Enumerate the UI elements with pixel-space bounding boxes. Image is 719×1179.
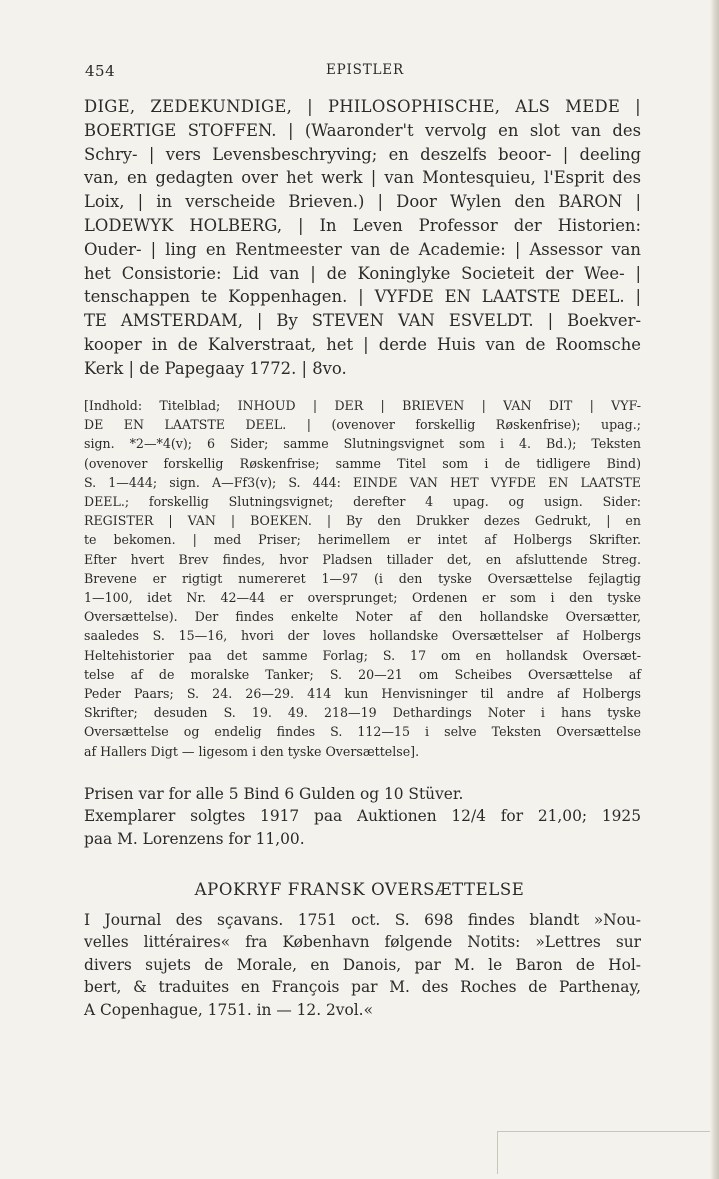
apokryf-line: bert, & traduites en François par M. des Roches de Parthenay, [84, 978, 641, 997]
entry-line: het Consistorie: Lid van | de Koninglyke Societeit der Wee- | [84, 263, 641, 283]
entry-line: tenschappen te Koppenhagen. | VYFDE EN LAATSTE DEEL. | [84, 287, 641, 307]
note-line: sign. *2—*4(v); 6 Sider; samme Slutningsvignet som i 4. Bd.); Teksten [84, 436, 641, 452]
apokryf-line: velles littéraires« fra København følgende Notits: »Lettres sur [84, 933, 641, 952]
scan-corner-mark [497, 1131, 710, 1174]
page-header [0, 62, 719, 82]
price-line: Exemplarer solgtes 1917 paa Auktionen 12/4 for 21,00; 1925 [84, 807, 641, 826]
entry-line: Schry- | vers Levensbeschryving; en deszelfs beoor- | deeling [84, 144, 641, 164]
apokryf-line: I Journal des sçavans. 1751 oct. S. 698 findes blandt »Nou- [84, 911, 641, 929]
apokryf-line: divers sujets de Morale, en Danois, par M. le Baron de Hol- [84, 955, 641, 974]
bibliographic-entry [84, 95, 641, 381]
apokryf-line: A Copenhague, 1751. in — 12. 2vol.« [84, 1000, 373, 1019]
note-line: te bekomen. | med Priser; herimellem er intet af Holbergs Skrifter. [84, 532, 641, 548]
note-line: Brevene er rigtigt numereret 1—97 (i den tyske Oversættelse fejlagtig [84, 570, 641, 586]
apokryf-paragraph [84, 909, 641, 1021]
note-line: Peder Paars; S. 24. 26—29. 414 kun Henvisninger til andre af Holbergs [84, 686, 641, 702]
note-line: DE EN LAATSTE DEEL. | (ovenover forskellig Røskenfrise); upag.; [84, 417, 641, 433]
entry-line: Ouder- | ling en Rentmeester van de Academie: | Assessor van [84, 239, 641, 259]
entry-line: LODEWYK HOLBERG, | In Leven Professor der Historien: [84, 215, 641, 235]
note-line: Oversættelse og endelig findes S. 112—15 i selve Teksten Oversættelse [84, 724, 641, 740]
entry-line: Loix, | in verscheide Brieven.) | Door Wylen den BARON | [84, 192, 641, 212]
note-line: (ovenover forskellig Røskenfrise; samme Titel som i de tidligere Bind) [84, 455, 641, 471]
page-number: 454 [85, 62, 116, 80]
price-line: paa M. Lorenzens for 11,00. [84, 829, 305, 848]
page-edge [710, 0, 719, 1179]
note-line: Oversættelse). Der findes enkelte Noter af den hollandske Oversætter, [84, 609, 641, 625]
note-line: 1—100, idet Nr. 42—44 er oversprunget; Ordenen er som i den tyske [84, 590, 641, 606]
running-title: EPISTLER [326, 62, 404, 78]
note-line: af Hallers Digt — ligesom i den tyske Oversættelse]. [84, 743, 420, 759]
entry-line: van, en gedagten over het werk | van Montesquieu, l'Esprit des [84, 168, 641, 188]
section-heading: APOKRYF FRANSK OVERSÆTTELSE [194, 880, 525, 899]
note-line: Skrifter; desuden S. 19. 49. 218—19 Dethardings Noter i hans tyske [84, 705, 641, 721]
note-line: Efter hvert Brev findes, hvor Pladsen tillader det, en afsluttende Streg. [84, 551, 641, 567]
note-line: DEEL.; forskellig Slutningsvignet; derefter 4 upag. og usign. Sider: [84, 494, 641, 510]
entry-line: DIGE, ZEDEKUNDIGE, | PHILOSOPHISCHE, ALS MEDE | [84, 97, 641, 116]
note-line: S. 1—444; sign. A—Ff3(v); S. 444: EINDE VAN HET VYFDE EN LAATSTE [84, 474, 641, 490]
entry-line: TE AMSTERDAM, | By STEVEN VAN ESVELDT. | Boekver- [84, 311, 641, 331]
price-line: Prisen var for alle 5 Bind 6 Gulden og 10 Stüver. [84, 785, 464, 803]
entry-line: BOERTIGE STOFFEN. | (Waaronder't vervolg en slot van des [84, 120, 641, 140]
entry-line: Kerk | de Papegaay 1772. | 8vo. [84, 358, 347, 378]
contents-note [84, 396, 641, 761]
note-line: saaledes S. 15—16, hvori der loves hollandske Oversættelser af Holbergs [84, 628, 641, 644]
note-line: telse af de moralske Tanker; S. 20—21 om Scheibes Oversættelse af [84, 666, 641, 682]
note-line: REGISTER | VAN | BOEKEN. | By den Drukker dezes Gedrukt, | en [84, 513, 641, 529]
price-paragraph [84, 783, 641, 850]
note-line: Heltehistorier paa det samme Forlag; S. 17 om en hollandsk Oversæt- [84, 647, 641, 663]
entry-line: kooper in de Kalverstraat, het | derde Huis van de Roomsche [84, 334, 641, 354]
note-line: [Indhold: Titelblad; INHOUD | DER | BRIEVEN | VAN DIT | VYF- [84, 398, 641, 413]
